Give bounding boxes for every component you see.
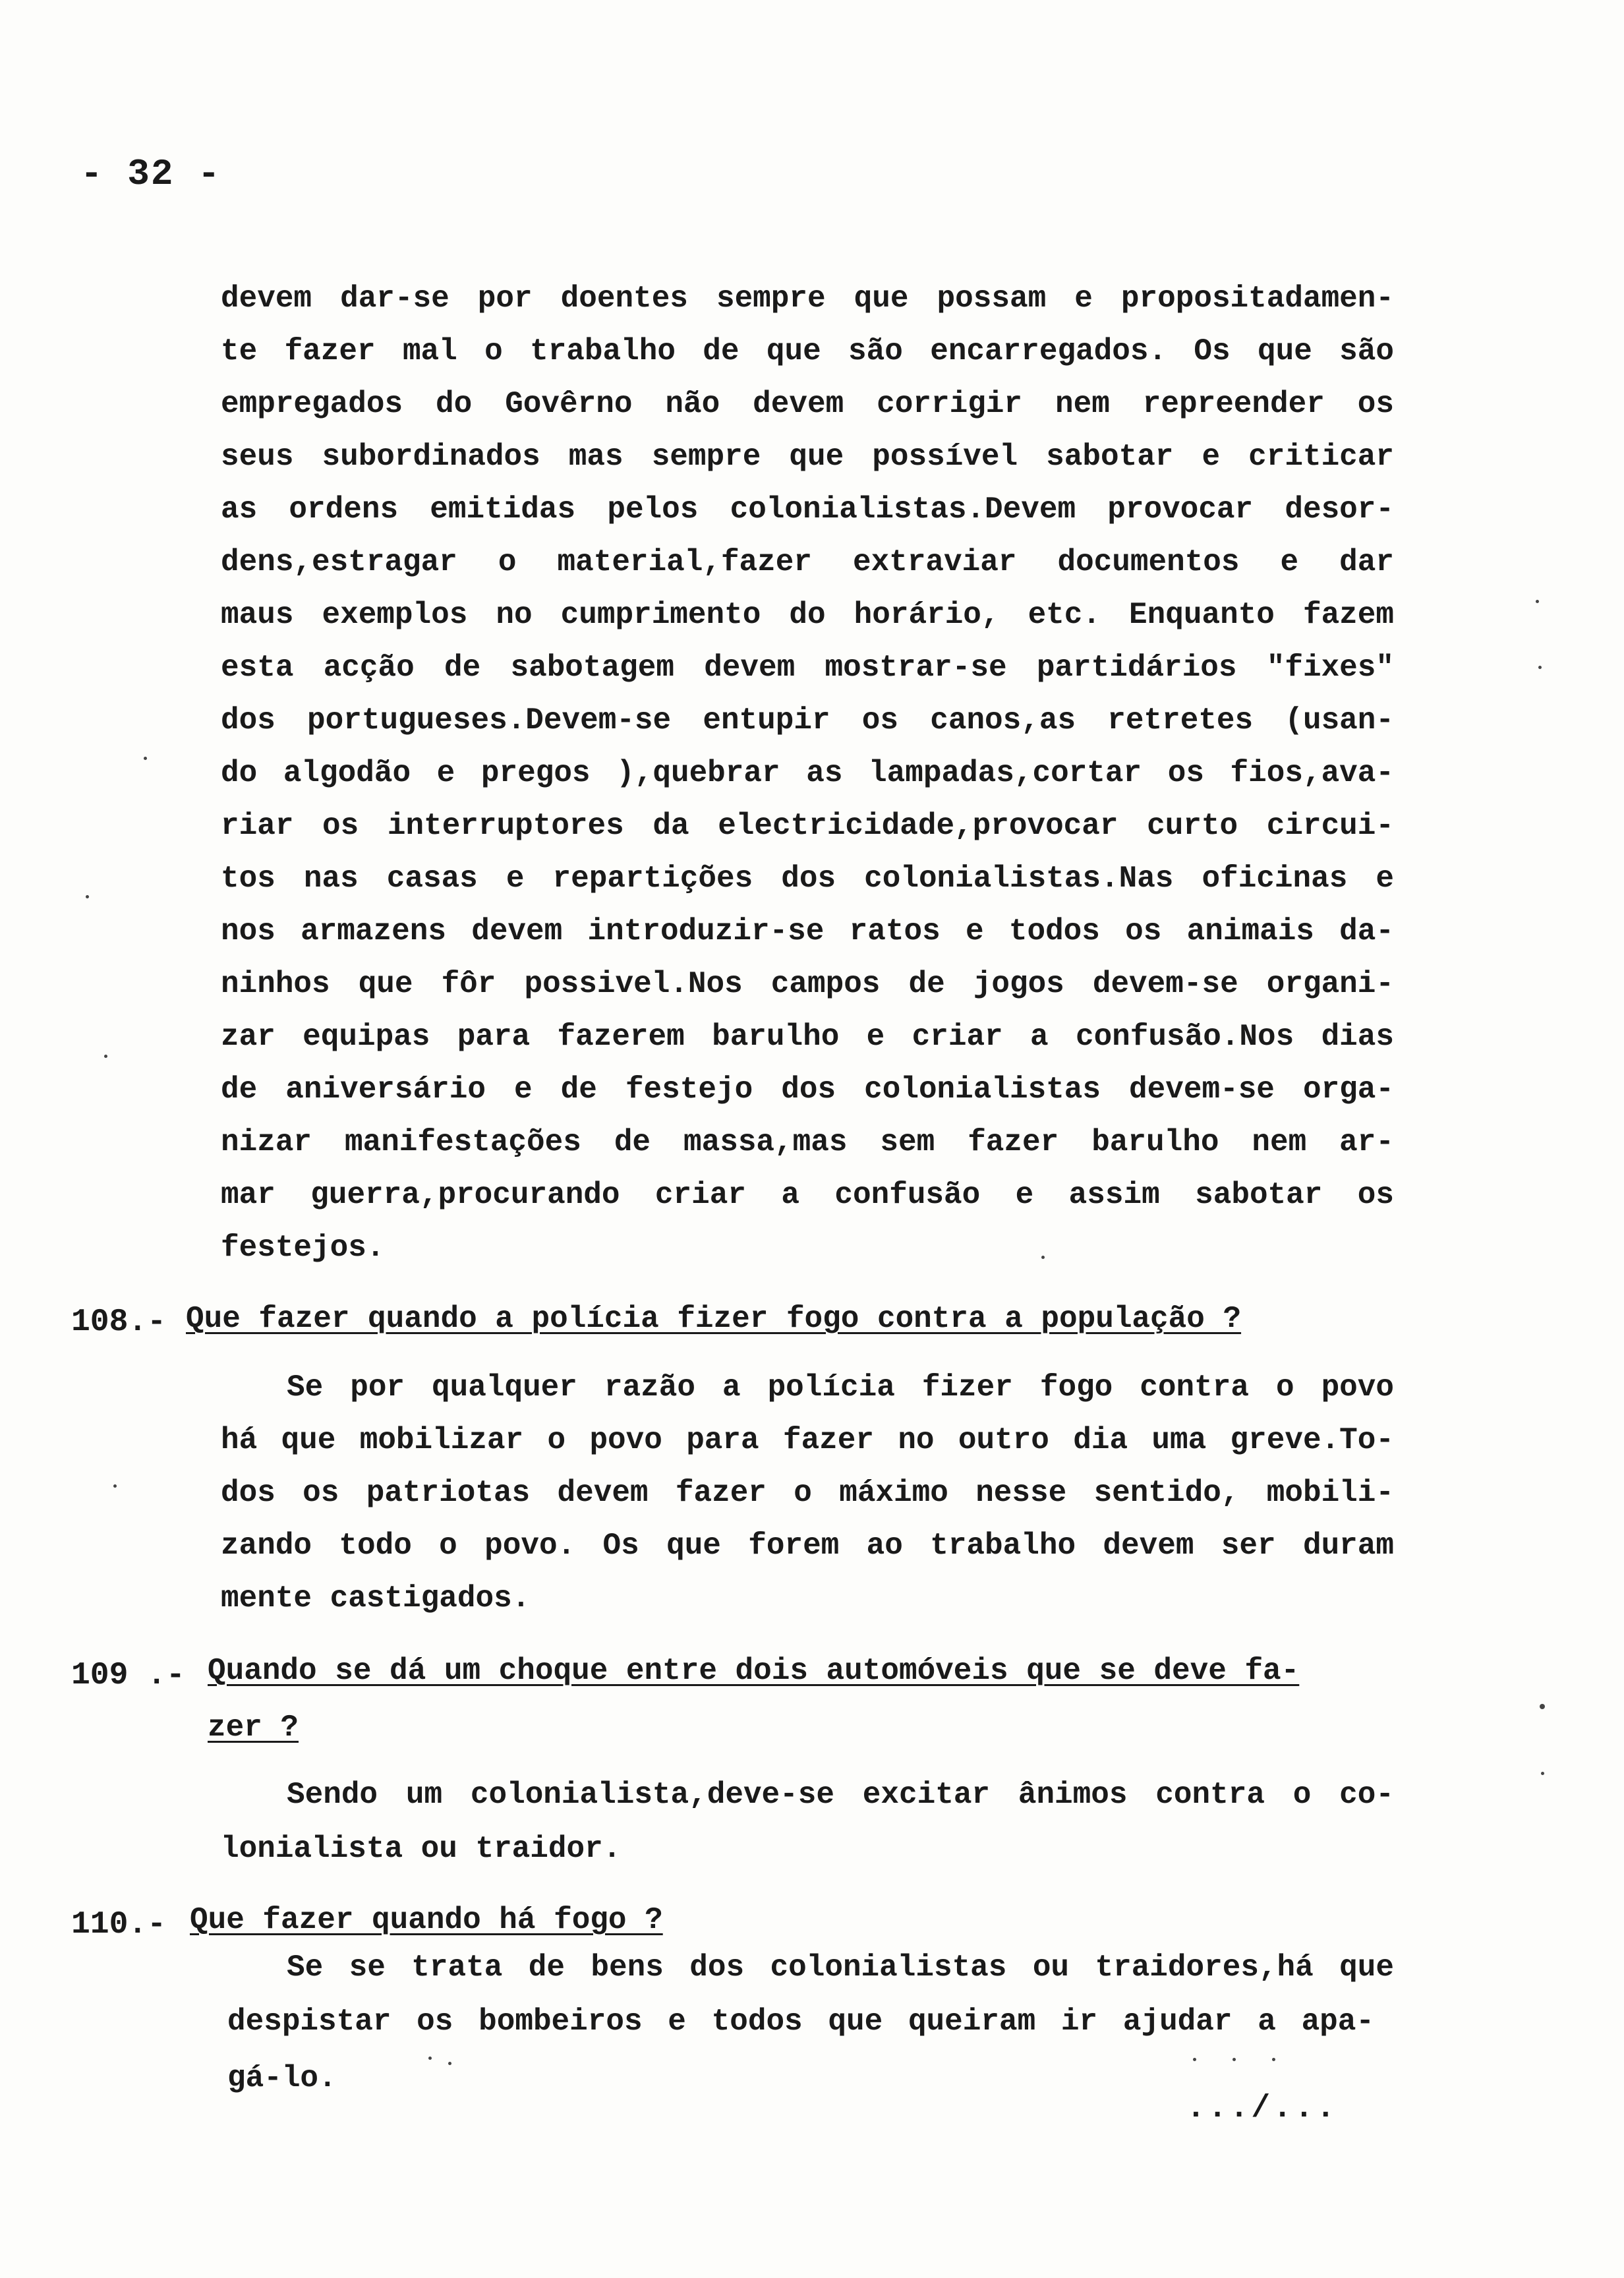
text-line: tos nas casas e repartições dos colonialistas.Nas oficinas e [221, 862, 1394, 896]
page-number: - 32 - [80, 153, 221, 195]
scan-speck [428, 2057, 432, 2060]
scan-speck [104, 1055, 107, 1058]
text-line: maus exemplos no cumprimento do horário, etc. Enquanto fazem [221, 598, 1394, 632]
question-title: Quando se dá um choque entre dois automóveis que se deve fa- [208, 1654, 1300, 1688]
text-line: do algodão e pregos ),quebrar as lampadas,cortar os fios,ava- [221, 756, 1394, 790]
text-line: de aniversário e de festejo dos colonialistas devem-se orga- [221, 1072, 1394, 1107]
text-line: há que mobilizar o povo para fazer no outro dia uma greve.To- [221, 1423, 1394, 1457]
text-line: te fazer mal o trabalho de que são encarregados. Os que são [221, 334, 1394, 368]
text-line: empregados do Govêrno não devem corrigir nem repreender os [221, 387, 1394, 421]
text-line: ninhos que fôr possivel.Nos campos de jogos devem-se organi- [221, 967, 1394, 1001]
text-line: mente castigados. [221, 1581, 531, 1616]
question-title: Que fazer quando há fogo ? [190, 1903, 663, 1937]
text-line: despistar os bombeiros e todos que queiram ir ajudar a apa- [227, 2004, 1374, 2039]
text-line: lonialista ou traidor. [221, 1832, 622, 1866]
scan-speck [1536, 600, 1539, 603]
text-line: nos armazens devem introduzir-se ratos e todos os animais da- [221, 914, 1394, 949]
text-line: dens,estragar o material,fazer extraviar documentos e dar [221, 545, 1394, 579]
text-line: Sendo um colonialista,deve-se excitar ânimos contra o co- [287, 1778, 1394, 1812]
scan-speck [113, 1484, 117, 1488]
scan-speck [1193, 2058, 1196, 2061]
scan-speck [1041, 1256, 1045, 1259]
text-line: esta acção de sabotagem devem mostrar-se partidários "fixes" [221, 651, 1394, 685]
text-line: mar guerra,procurando criar a confusão e assim sabotar os [221, 1178, 1394, 1212]
scan-speck [86, 895, 89, 898]
question-number: 110.- [71, 1907, 167, 1942]
text-line: Se se trata de bens dos colonialistas ou traidores,há que [287, 1950, 1394, 1985]
scan-speck [1538, 666, 1542, 669]
text-line: devem dar-se por doentes sempre que possam e propositadamen- [221, 281, 1394, 316]
scan-speck [448, 2062, 451, 2065]
text-line: zar equipas para fazerem barulho e criar a confusão.Nos dias [221, 1020, 1394, 1054]
text-line: riar os interruptores da electricidade,provocar curto circui- [221, 809, 1394, 843]
text-line: seus subordinados mas sempre que possível sabotar e criticar [221, 440, 1394, 474]
text-line: zando todo o povo. Os que forem ao trabalho devem ser duram [221, 1529, 1394, 1563]
scan-speck [1232, 2058, 1236, 2061]
scan-speck [1540, 1704, 1545, 1709]
text-line: as ordens emitidas pelos colonialistas.Devem provocar desor- [221, 492, 1394, 527]
scan-speck [144, 757, 147, 760]
question-title: Que fazer quando a polícia fizer fogo contra a população ? [186, 1302, 1242, 1336]
question-number: 108.- [71, 1304, 167, 1340]
text-line: nizar manifestações de massa,mas sem fazer barulho nem ar- [221, 1125, 1394, 1159]
question-number: 109 .- [71, 1658, 185, 1693]
scan-speck [1272, 2058, 1275, 2061]
text-line: dos portugueses.Devem-se entupir os canos,as retretes (usan- [221, 703, 1394, 738]
text-line: dos os patriotas devem fazer o máximo nesse sentido, mobili- [221, 1476, 1394, 1510]
continued-marker: .../... [1186, 2091, 1338, 2126]
question-title-continued: zer ? [208, 1710, 299, 1745]
text-line: gá-lo. [227, 2061, 337, 2095]
scan-speck [1541, 1772, 1544, 1775]
text-line: festejos. [221, 1231, 385, 1265]
text-line: Se por qualquer razão a polícia fizer fogo contra o povo [287, 1370, 1394, 1405]
